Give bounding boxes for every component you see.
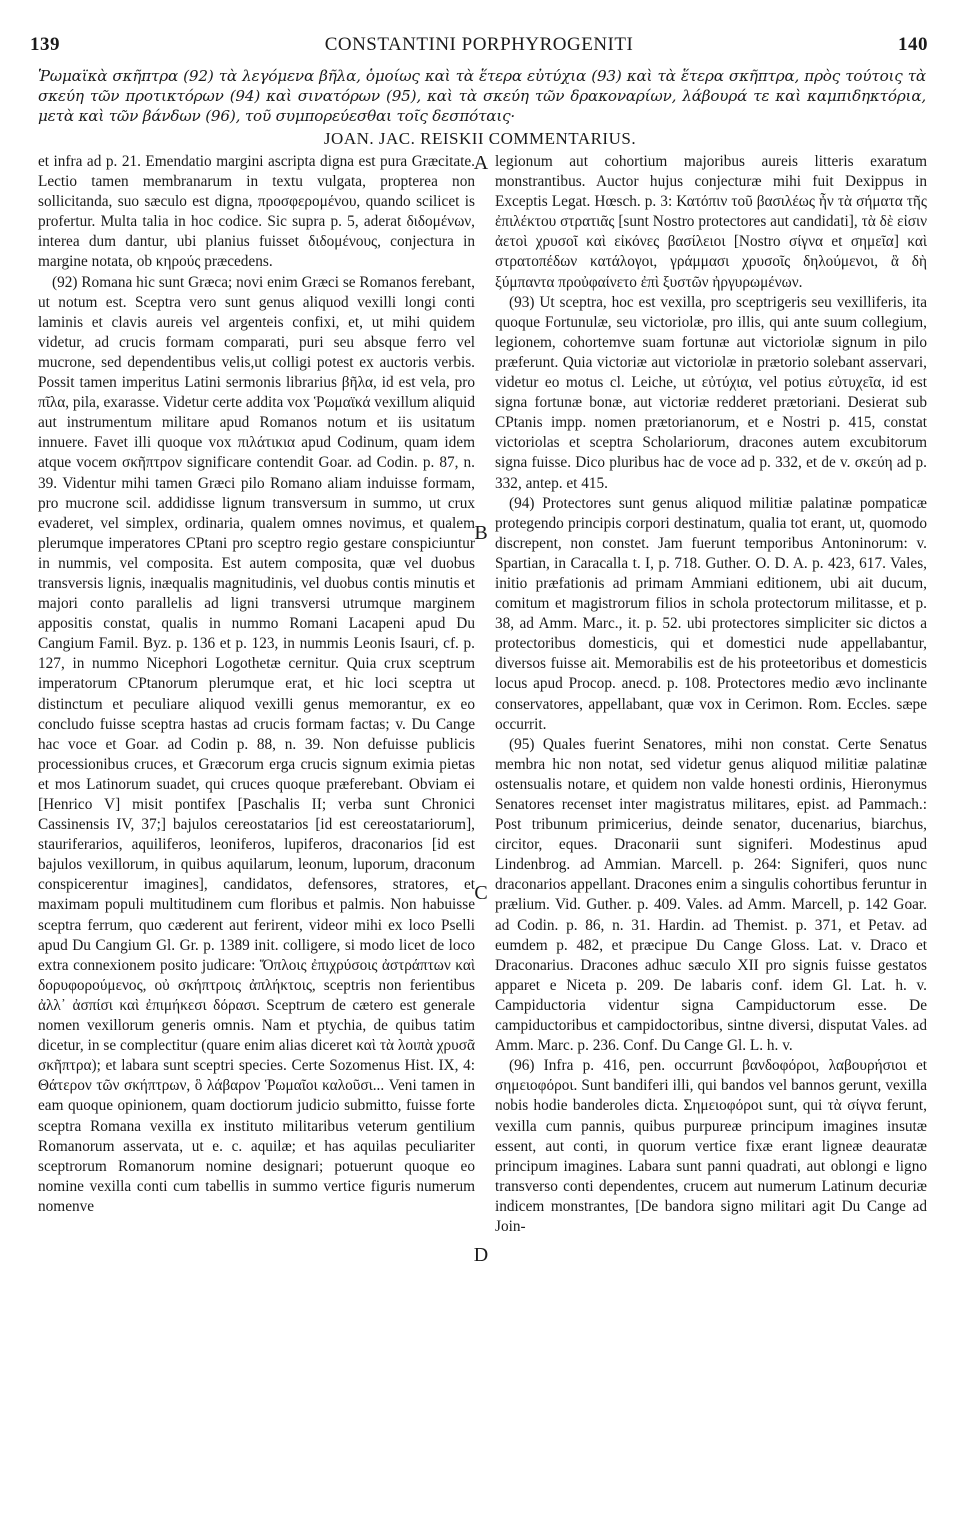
greek-source-text	[38, 66, 926, 126]
margin-marker-d: D	[473, 1244, 489, 1266]
right-column	[495, 152, 927, 1237]
left-paragraph: et infra ad p. 21. Emendatio margini ascripta digna est pura Græcitate. Lectio tamen membranarum in textu vulgata, propterea non sollicitanda, suo sæculo est digna, προσφερομένου, quando scilicet is profertur. Multa talia in hoc codice. Sic supra p. 5, aderat διδομένων, interea dum dantur, ubi planius fuisset διδομένους, conjectura in margine notata, ob κηρούς præcedens.	[38, 153, 475, 271]
commentary-heading: JOAN. JAC. REISKII COMMENTARIUS.	[323, 129, 637, 148]
greek-paragraph: Ῥωμαϊκὰ σκῆπτρα (92) τὰ λεγόμενα βῆλα, ὁμοίως καὶ τὰ ἕτερα εὐτύχια (93) καὶ τὰ ἕτερα σκῆπτρα, πρὸς τούτοις τὰ σκεύη τῶν προτικτόρων (94) καὶ σινατόρων (95), καὶ τὰ σκεύη τῶν δρακοναρίων, λάβουρά τε καὶ καμπιδηκτόρια, μετὰ καὶ τῶν βάνδων (96), τοῦ συμπορεύεσθαι τοῖς δεσπόταις·	[38, 67, 926, 125]
right-paragraph: (94) Protectores sunt genus aliquod militiæ palatinæ pompaticæ protegendo principis corpori destinatum, qualia tot erant, ut, quomodo discrepent, non constet. Jam fuerunt temporibus Antoninorum: v. Spartian, in Caracalla t. I, p. 718. Guther. O. D. A. p. 423, 617. Vales, initio præfationis ad primam Ammiani editionem, ubi ait ducum, comitum et magistrorum filios in schola protectorum militasse, et p. 38, ad Amm. Marc., it. p. 52. ubi protectores simpliciter sic dictos a protectoribus domesticis, qui et domestici nude appellabantur, diversos fuisse ait. Memorabilis est de his proteetoribus et domesticis locus apud Procop. anecd. p. 108. Protectores medio ævo inclinante conservatores, appellabant, quæ vox in Cerimon. Rom. Eccles. sæpe occurrit.	[495, 494, 927, 733]
page-number-right: 140	[898, 34, 928, 55]
right-paragraph: legionum aut cohortium majoribus aureis litteris exaratum monstrantibus. Auctor hujus conjecturæ mihi fuit Dexippus in Exceptis Legat. Hœsch. p. 3: Κατόπιν τοῦ βασιλέως ἦν τὰ σήματα τῆς ἐπιλέκτου στρατιᾶς [sunt Nostro protectores aut candidati], τὰ δὲ εἰσιν ἀετοὶ χρυσοῖ καὶ εἰκόνες βασίλειοι [Nostro σίγνα et σημεῖα] καὶ στρατοπέδων κατάλογοι, γράμμασι χρυσοῖς δηλούμενοι, ἃ δὴ ξύμπαντα προὐφαίνετο ἐπὶ ξυστῶν ἠργυρωμένων.	[495, 153, 927, 291]
page-header	[30, 28, 928, 64]
left-column	[38, 152, 475, 1217]
page-number-left: 139	[30, 34, 60, 55]
margin-marker-a: A	[473, 152, 489, 174]
running-title: CONSTANTINI PORPHYROGENITI	[324, 34, 634, 55]
right-paragraph: (96) Infra p. 416, pen. occurrunt βανδοφόροι, λαβουρήσιοι et σημειοφόροι. Sunt bandiferi illi, qui bandos vel bannos gerunt, vexilla nobis hodie banderoles dicta. Σημειοφόροι sunt, qui τὰ σίγνα ferunt, vexilla cum pannis, quibus purpureæ principum imagines insutæ essent, aut conti, in quorum vertice fixæ erant ligneæ deauratæ principum imagines. Labara sunt panni quadrati, aut oblongi e ligno transverso conti dependentes, crucem aut numerum Latinum decuriæ indicem monstrantes, [De bandora signo militari agit Du Cange ad Join-	[495, 1057, 927, 1235]
right-paragraph: (95) Quales fuerint Senatores, mihi non constat. Certe Senatus membra hic non notat, sed videtur genus aliquod militiæ palatinæ ostensualis notare, et quidem non valde honesti ordinis, Hieronymus Senatores recenset inter magistratus militares, epist. ad Pammach.: Post tribunum primicerius, deinde senator, ducenarius, biarchus, circitor, eques. Draconarii sunt signiferi. Modestinus apud Lindenbrog. ad Ammian. Marcell. p. 264: Signiferi, quos nunc draconarios appellant. Dracones enim a singulis cohortibus feruntur in prælium. Vid. Guther. p. 409. Vales. ad Amm. Marcell, p. 142 Goar. ad Codin. p. 86, n. 31. Hardin. ad Themist. p. 371, et Petav. ad eumdem p. 482, et præcipue Du Cange Gloss. Lat. v. Draco et Draconarius. Dracones adhuc sæculo XII pro signis fuisse gestatos apparet e Niceta p. 209. De labaris conf. idem Gl. Lat. h. v. Campiductoria videntur signa Campiductorum esse. De campiductoribus et campidoctoribus, sintne diversi, disputat Vales. ad Amm. Marc. p. 236. Conf. Du Cange Gl. L. h. v.	[495, 735, 927, 1055]
left-paragraph: (92) Romana hic sunt Græca; novi enim Græci se Romanos ferebant, ut notum est. Sceptra vero sunt genus aliquod vexilli longi conti laminis et clavis aureis vel argenteis confixi, et, ut mihi quidem videtur, ad crucis formam comparati, puri seu absque ferro vel mucrone, sed dependentibus velis,ut colligi potest ex auctoris verbis. Possit tamen imperitus Latini sermonis librarius βῆλα, id est vela, pro πῖλα, pila, exarasse. Videtur certe addita vox Ῥωμαϊκά vexillum aliquid aut instrumentum militare apud Romanos notum et iis usitatum innuere. Favet illi quoque vox πιλάτικια apud Codinum, quam idem atque vocem σκῆπτρον significare contendit Goar. ad Codin. p. 87, n. 39. Videntur mihi tamen Græci pilo Romano aliam induisse formam, pro mucrone scil. addidisse lignum transversum in summo, ut crux evaderet, vel simplex, ordinaria, qualem omnes novimus, et qualem plerumque imperatores CPtani pro sceptro regio gestare conspiciuntur in nummis, vel composita. Est autem composita, quæ vel duobus transversis lignis, inæqualis magnitudinis, vel duobus contis minutis et majori conto parallelis ad ligni transversi utrumque marginem appositis constat, qualis in nummo Romani Lacapeni apud Du Cangium Famil. Byz. p. 136 et p. 123, in nummis Leonis Isauri, cf. p. 127, in nummo Nicephori Logothetæ cernitur. Quia crux sceptrum imperatorum CPtanorum plerumque erat, et hic loci sceptra ut distinctum et peculiare aliquod vexilli genus memorantur, ex eo concludo fuisse sceptra hastas ad crucis formam factas; v. Du Cange hac voce et Goar. ad Codin p. 88, n. 39. Non defuisse publicis processionibus cruces, et Græcorum erga crucis signum eximia pietas et mos Latinorum suadet, qui cruces quoque præferebant. Obviam ei [Henrico V] misit pontifex [Paschalis II; verba sunt Chronici Cassinensis IV, 37;] bajulos cereostatarios [id est cereostatariorum], stauriferarios, aquiliferos, leoniferos, lupiferos, draconarios [id est bajulos vexillorum, in quibus aquilarum, leonum, luporum, draconum conspicerentur imagines], candidatos, defensores, stratores, et maximam populi multitudinem cum floribus et palmis. Non habuisse sceptra ferrum, quo cæderent aut ferirent, videor mihi ex loco Pselli apud Du Cangium Gl. Gr. p. 1389 init. colligere, si modo licet de loco extra connexionem posito judicare: Ὅπλοις ἐπιχρύσοις ἀστράπτων καὶ δορυφορούμενος, οὐ σκήπτροις ἀπλήκτοις, sceptris non ferientibus ἀλλ᾽ ἀσπίσι καὶ ἐπιμήκεσι δόρασι. Sceptrum de cætero est generale nomen vexillorum generis omnis. Nam et ptychia, de quibus tatim dicetur, in se complectitur (quare enim alias diceret καὶ τὰ λοιπὰ χρυσᾶ σκῆπτρα); et labara sunt sceptri species. Certe Sozomenus Hist. IX, 4: Θάτερον τῶν σκήπτρων, ὃ λάβαρον Ῥωμαῖοι καλοῦσι... Veni tamen in eam quoque opinionem, quam doctiorum judicio submitto, fuisse forte sceptra Romana vexilla ex instituto militaribus veterum gentilium Romanorum asservata, ut e. c. aquilæ; et has aquilas peculiariter sceptrorum Romanorum nomine designari; potuerunt quoque eo nomine vexilla conti cum tabellis in summo vertice figuris numerum nomenve	[38, 273, 475, 1215]
right-paragraph: (93) Ut sceptra, hoc est vexilla, pro sceptrigeris seu vexilliferis, ita quoque Fortunulæ, seu victoriolæ, pro illis, qui ante suum collegium, legionem, cohortemve suam fortunæ aut victoriolæ signum in pilo præferunt. Quia victoriæ aut victoriolæ in prætorio solebant asservari, videtur eo motus cl. Leiche, ut εὐτύχια, vel potius εὐτυχεῖα, id est signa fortunæ bonæ, aut victoriæ redderet prætoriani. Desierat sub CPtanis impp. nomen prætorianorum, et e Nostri p. 415, constat victoriolas et sceptra Scholariorum, dracones autem excubitorum signa fuisse. Dico pluribus hac de voce ad p. 332, et de v. σκεύη ad p. 332, antep. et 415.	[495, 293, 927, 492]
margin-marker-c: C	[474, 882, 488, 904]
margin-marker-b: B	[474, 522, 488, 544]
